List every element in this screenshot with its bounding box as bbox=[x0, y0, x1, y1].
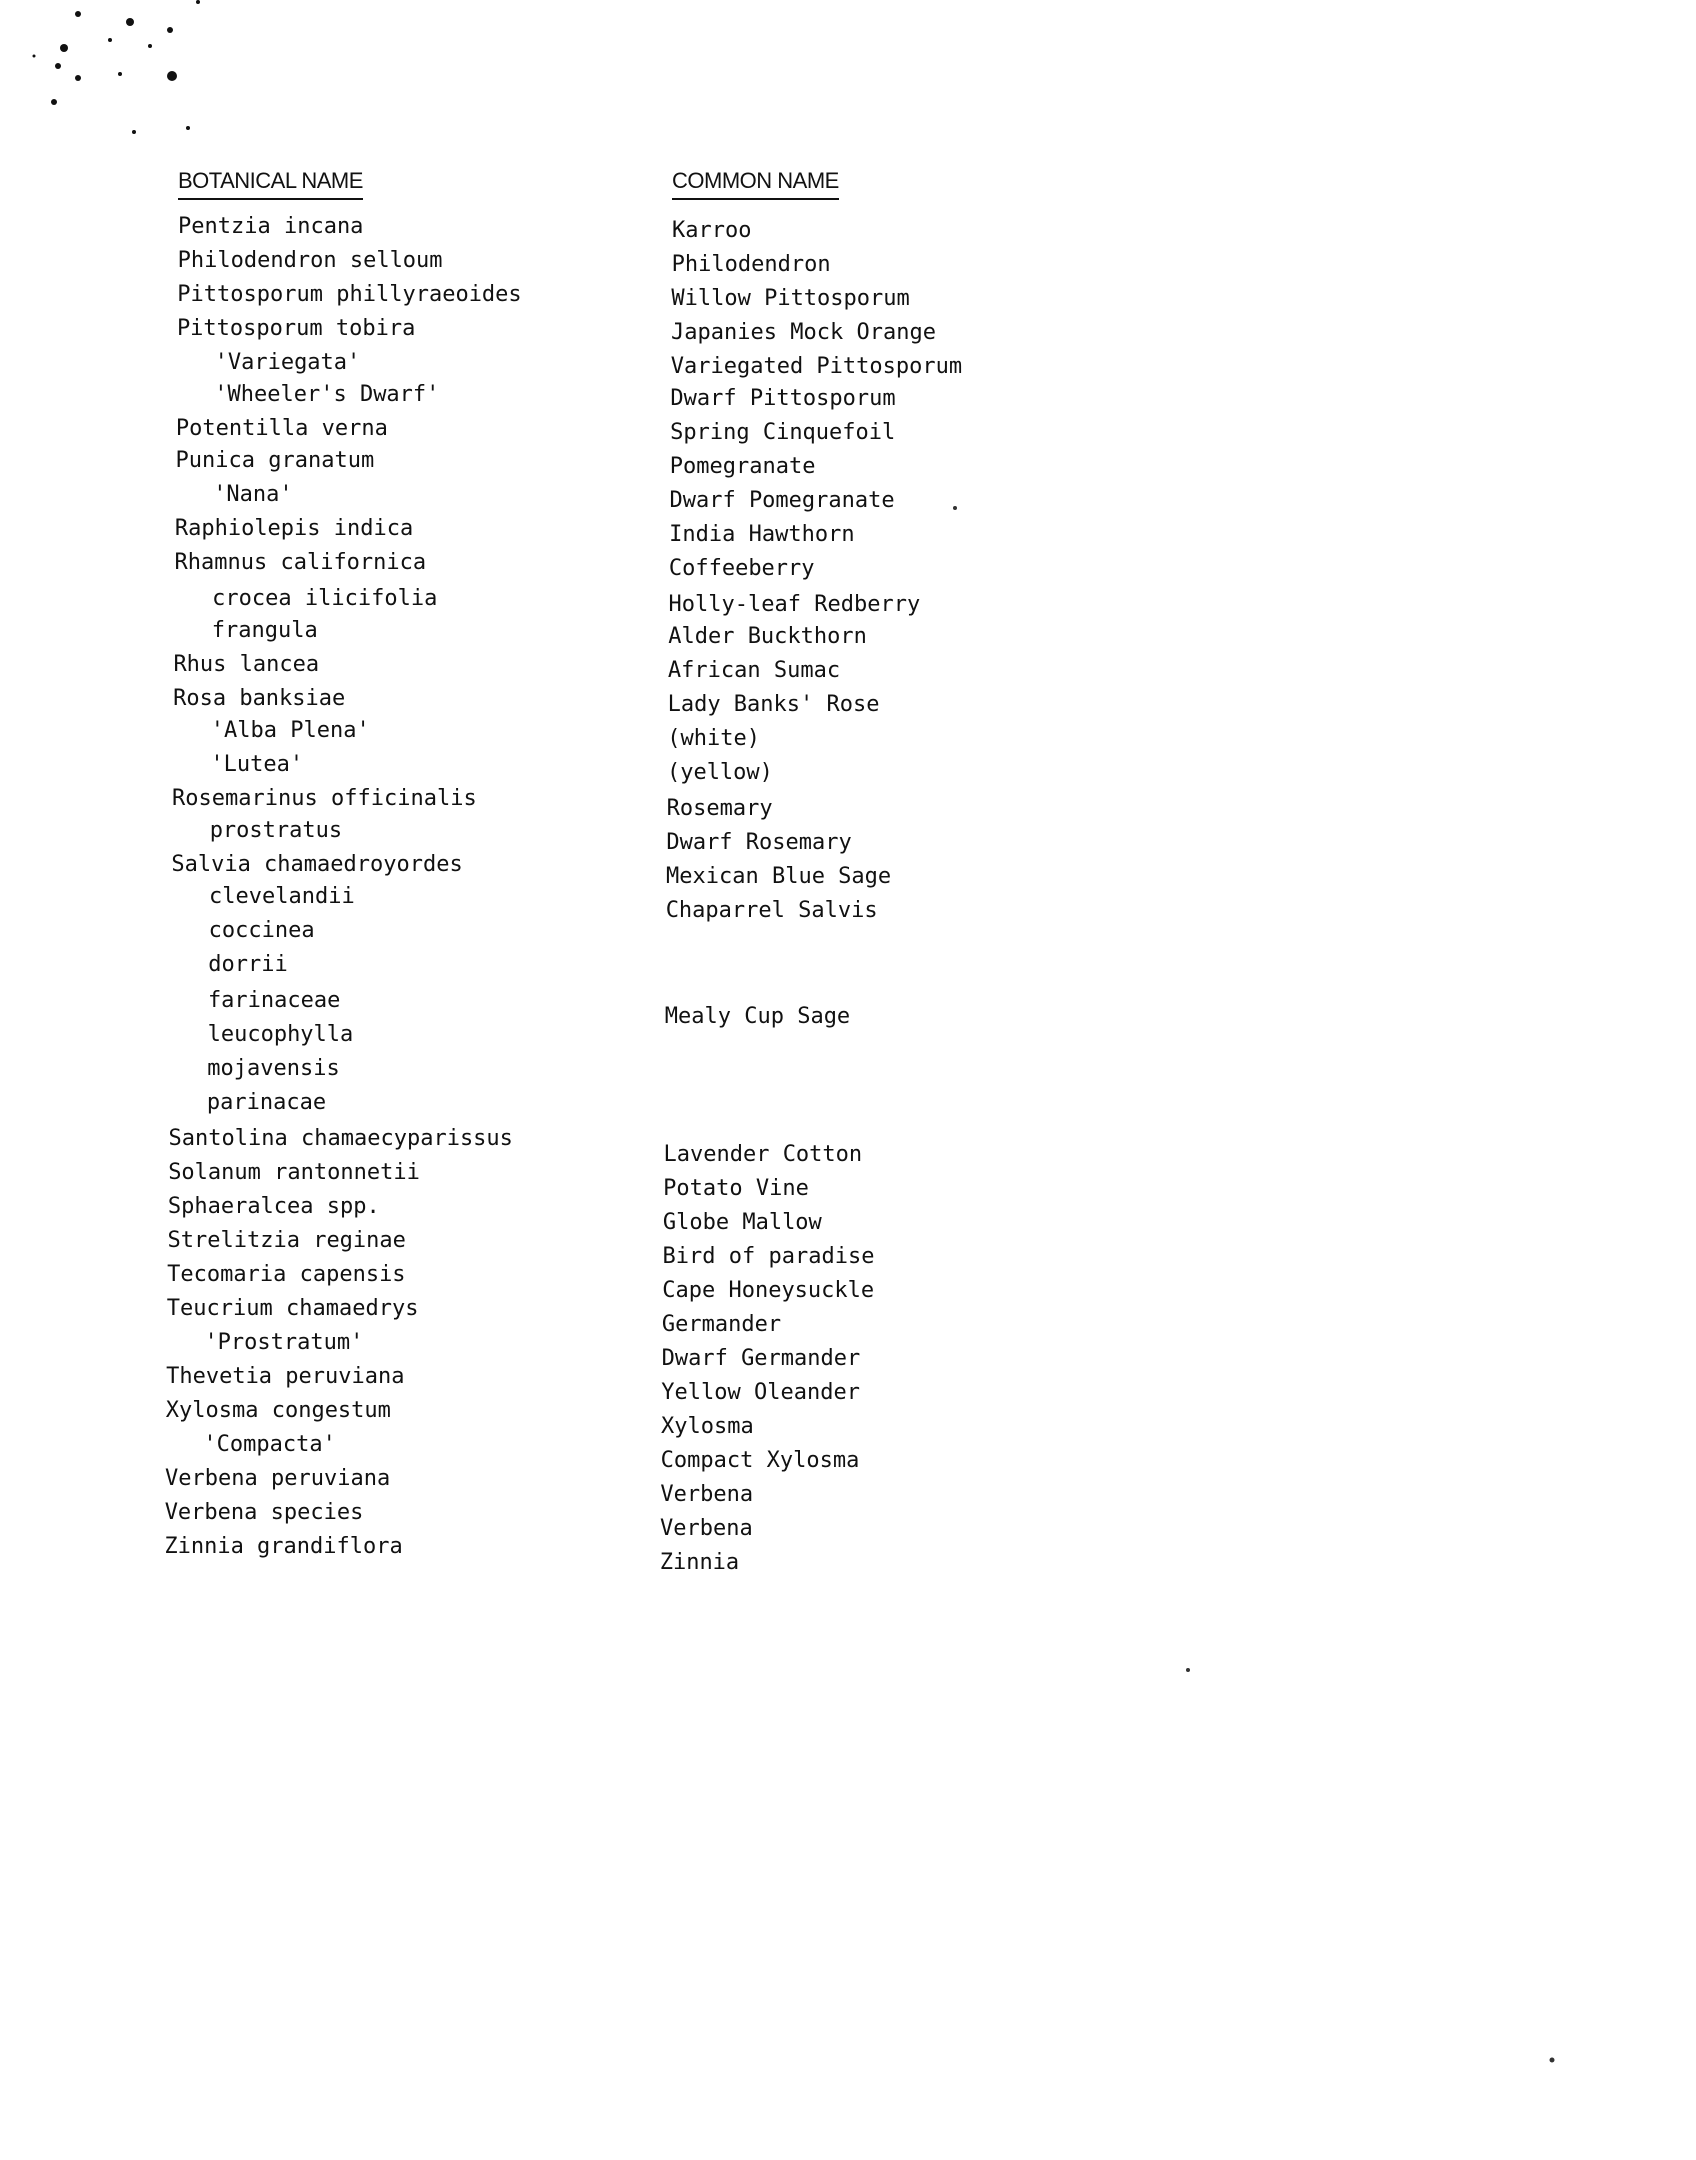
botanical-name: crocea ilicifolia bbox=[212, 586, 438, 611]
common-name: Chaparrel Salvis bbox=[665, 898, 878, 923]
botanical-name: Rhamnus californica bbox=[174, 550, 427, 575]
table-row bbox=[0, 714, 1696, 751]
table-row bbox=[0, 1086, 1696, 1120]
botanical-name: 'Lutea' bbox=[210, 752, 304, 777]
botanical-name: Rosemarinus officinalis bbox=[172, 786, 477, 811]
common-name-header: COMMON NAME bbox=[672, 168, 839, 200]
botanical-name: Thevetia peruviana bbox=[166, 1364, 405, 1389]
common-name: Coffeeberry bbox=[668, 556, 815, 581]
common-name: Karroo bbox=[672, 218, 752, 243]
botanical-name: Strelitzia reginae bbox=[167, 1228, 406, 1253]
table-row bbox=[0, 848, 1696, 889]
botanical-name: leucophylla bbox=[207, 1022, 354, 1047]
botanical-name: 'Compacta' bbox=[203, 1432, 336, 1457]
table-row bbox=[0, 948, 1696, 982]
table-row bbox=[0, 346, 1696, 380]
common-name: (yellow) bbox=[666, 760, 773, 785]
common-name: India Hawthorn bbox=[669, 522, 855, 547]
botanical-name: parinacae bbox=[206, 1090, 327, 1115]
botanical-name: Salvia chamaedroyordes bbox=[171, 852, 463, 877]
common-name: Alder Buckthorn bbox=[668, 624, 867, 649]
table-row bbox=[0, 880, 1696, 923]
table-row bbox=[0, 648, 1696, 682]
botanical-name: Teucrium chamaedrys bbox=[166, 1296, 419, 1321]
botanical-name: Philodendron selloum bbox=[177, 248, 443, 273]
common-name: Pomegranate bbox=[669, 454, 816, 479]
botanical-name: Pentzia incana bbox=[178, 214, 364, 239]
botanical-name: Xylosma congestum bbox=[165, 1398, 391, 1423]
common-name: Globe Mallow bbox=[662, 1210, 822, 1235]
common-name: Japanies Mock Orange bbox=[671, 320, 936, 345]
table-row bbox=[0, 244, 1696, 278]
table-row bbox=[0, 546, 1696, 580]
table-row bbox=[0, 682, 1696, 716]
table-row bbox=[0, 278, 1696, 312]
common-name: (white) bbox=[667, 726, 760, 751]
table-row bbox=[0, 312, 1696, 346]
table-row bbox=[0, 512, 1696, 546]
table-row bbox=[0, 1258, 1696, 1303]
botanical-name: 'Nana' bbox=[213, 482, 293, 507]
table-row bbox=[0, 1122, 1696, 1167]
common-name: Zinnia bbox=[659, 1550, 740, 1575]
botanical-name: 'Alba Plena' bbox=[210, 718, 370, 743]
botanical-name: Zinnia grandiflora bbox=[164, 1534, 403, 1559]
botanical-name: farinaceae bbox=[207, 988, 341, 1013]
common-name: Variegated Pittosporum bbox=[670, 354, 963, 379]
botanical-name: Pittosporum tobira bbox=[176, 316, 416, 341]
table-row bbox=[0, 782, 1696, 821]
table-row bbox=[0, 1530, 1696, 1575]
common-name: Willow Pittosporum bbox=[671, 286, 910, 311]
common-name: Potato Vine bbox=[663, 1176, 809, 1201]
botanical-name: Solanum rantonnetii bbox=[168, 1160, 420, 1185]
common-name: Dwarf Pittosporum bbox=[670, 386, 896, 411]
botanical-name: Rhus lancea bbox=[173, 652, 320, 677]
common-name: Dwarf Pomegranate bbox=[669, 488, 895, 513]
common-name: Compact Xylosma bbox=[660, 1448, 860, 1473]
common-name: Yellow Oleander bbox=[661, 1380, 860, 1405]
botanical-name: Sphaeralcea spp. bbox=[167, 1194, 380, 1219]
table-row bbox=[0, 984, 1696, 1029]
common-name: Philodendron bbox=[671, 252, 831, 277]
table-row bbox=[0, 1462, 1696, 1507]
table-row bbox=[0, 1190, 1696, 1235]
table-row bbox=[0, 210, 1696, 244]
table-row bbox=[0, 748, 1696, 785]
table-row bbox=[0, 478, 1696, 512]
table-row bbox=[0, 582, 1696, 616]
table-row bbox=[0, 378, 1696, 412]
botanical-name: 'Variegata' bbox=[214, 350, 361, 375]
table-row bbox=[0, 914, 1696, 948]
table-row bbox=[0, 1224, 1696, 1269]
botanical-name: Santolina chamaecyparissus bbox=[168, 1126, 513, 1151]
botanical-name: coccinea bbox=[208, 918, 315, 943]
botanical-name-header: BOTANICAL NAME bbox=[178, 168, 363, 200]
table-row bbox=[0, 1394, 1696, 1439]
common-name: Spring Cinquefoil bbox=[670, 420, 896, 445]
table-row bbox=[0, 1018, 1696, 1052]
common-name: Dwarf Rosemary bbox=[666, 830, 852, 855]
table-row bbox=[0, 1360, 1696, 1405]
table-row bbox=[0, 1292, 1696, 1337]
common-name: Lady Banks' Rose bbox=[667, 692, 880, 717]
botanical-name: mojavensis bbox=[207, 1056, 340, 1081]
botanical-name: Raphiolepis indica bbox=[174, 516, 414, 541]
botanical-name: prostratus bbox=[209, 818, 343, 843]
botanical-name: Punica granatum bbox=[175, 448, 375, 473]
botanical-name: Tecomaria capensis bbox=[167, 1262, 406, 1287]
table-row bbox=[0, 1496, 1696, 1541]
botanical-name: Rosa banksiae bbox=[173, 686, 346, 711]
common-name: Verbena bbox=[660, 1516, 753, 1541]
common-name: Mexican Blue Sage bbox=[666, 864, 892, 889]
common-name: Cape Honeysuckle bbox=[662, 1278, 875, 1303]
botanical-name: Verbena species bbox=[164, 1500, 364, 1525]
common-name: Bird of paradise bbox=[662, 1244, 875, 1269]
common-name: African Sumac bbox=[667, 658, 841, 683]
table-row bbox=[0, 1428, 1696, 1473]
table-row bbox=[0, 1052, 1696, 1086]
botanical-name: dorrii bbox=[208, 952, 288, 977]
botanical-name: frangula bbox=[211, 618, 318, 643]
botanical-name: 'Wheeler's Dwarf' bbox=[214, 382, 440, 407]
botanical-name: Pittosporum phillyraeoides bbox=[177, 282, 522, 307]
common-name: Verbena bbox=[660, 1482, 754, 1507]
botanical-name: 'Prostratum' bbox=[204, 1330, 364, 1355]
table-row bbox=[0, 814, 1696, 855]
table-row bbox=[0, 412, 1696, 446]
common-name: Rosemary bbox=[666, 796, 773, 821]
table-row bbox=[0, 1326, 1696, 1371]
common-name: Mealy Cup Sage bbox=[664, 1004, 851, 1029]
common-name: Holly-leaf Redberry bbox=[668, 592, 921, 617]
table-row bbox=[0, 614, 1696, 648]
botanical-name: Verbena peruviana bbox=[165, 1466, 391, 1491]
common-name: Lavender Cotton bbox=[663, 1142, 863, 1167]
table-row bbox=[0, 444, 1696, 478]
botanical-name: Potentilla verna bbox=[175, 416, 388, 441]
common-name: Xylosma bbox=[660, 1414, 754, 1439]
common-name: Dwarf Germander bbox=[661, 1346, 861, 1371]
botanical-name: clevelandii bbox=[209, 884, 355, 909]
common-name: Germander bbox=[661, 1312, 782, 1337]
table-row bbox=[0, 1156, 1696, 1201]
